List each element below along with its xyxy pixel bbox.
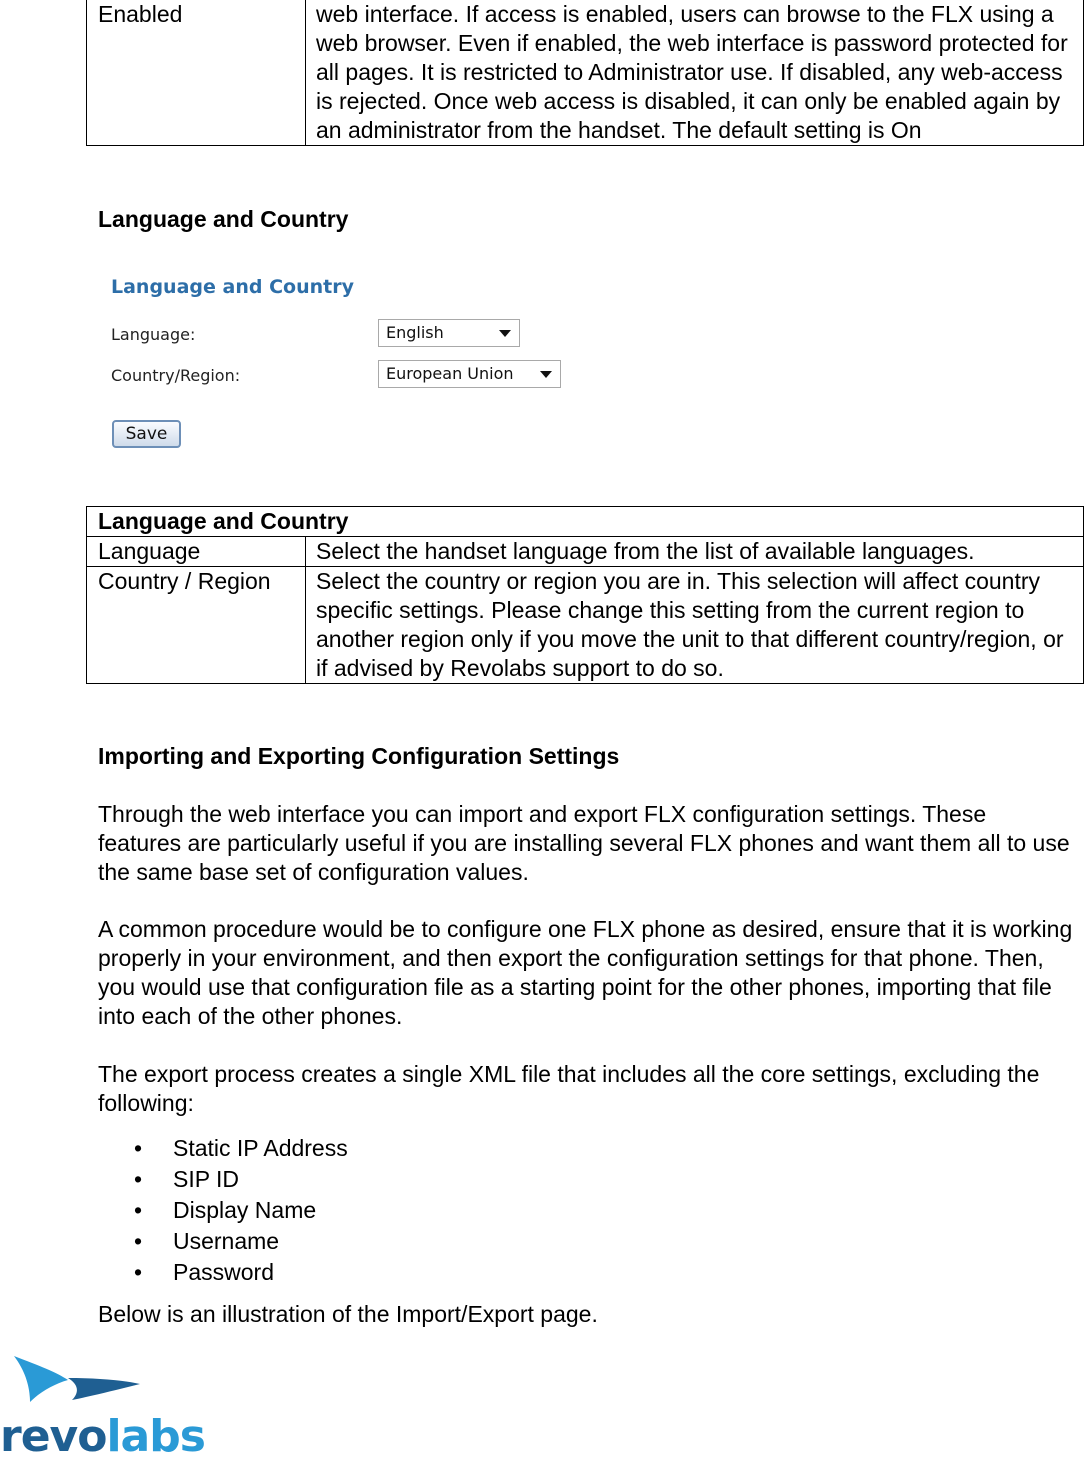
language-select-value: English	[386, 323, 444, 342]
list-item: • Static IP Address	[128, 1133, 348, 1164]
section-heading-language-country: Language and Country	[98, 206, 349, 232]
table-cell-description: web interface. If access is enabled, users can browse to the FLX using a web browser. Even if enabled, the web interface is password protected for all pages. It is restricted to Administrator use. If disabled, any web-access is rejected. Once web access is disabled, it can only be enabled again by an administrator from the handset. The default setting is On	[306, 0, 1084, 146]
section-heading-import-export: Importing and Exporting Configuration Settings	[98, 743, 620, 769]
paragraph-export-process: The export process creates a single XML file that includes all the core settings, excluding the following:	[98, 1061, 1040, 1116]
language-label: Language:	[111, 325, 196, 344]
revolabs-logo	[0, 1350, 205, 1462]
save-button[interactable]: Save	[112, 420, 181, 448]
table-cell-description: Select the country or region you are in. This selection will affect country specific settings. Please change this setting from the current region to another region only if you move the unit to that different country/region, or if advised by Revolabs support to do so.	[306, 567, 1084, 684]
chevron-down-icon	[499, 330, 511, 337]
table-header-row	[87, 507, 1084, 537]
country-select-value: European Union	[386, 364, 514, 383]
table-cell-description: Select the handset language from the list of available languages.	[306, 537, 1084, 567]
fin-logo-icon	[0, 1350, 160, 1420]
paragraph-illustration-note: Below is an illustration of the Import/Export page.	[98, 1301, 598, 1327]
table-cell-label: Enabled	[87, 0, 306, 146]
table-cell-label: Language	[87, 537, 306, 567]
list-item: • Password	[128, 1257, 348, 1288]
table-cell-label: Country / Region	[87, 567, 306, 684]
web-access-table	[86, 0, 1084, 146]
country-label: Country/Region:	[111, 366, 241, 385]
screenshot-title: Language and Country	[111, 276, 354, 298]
table-row	[87, 567, 1084, 684]
language-country-screenshot	[104, 262, 584, 462]
language-country-table	[86, 506, 1084, 684]
country-select[interactable]	[378, 360, 561, 388]
table-row	[87, 0, 1084, 146]
logo-wordmark: revolabs	[0, 1411, 205, 1462]
paragraph-intro: Through the web interface you can import and export FLX configuration settings. These features are particularly useful if you are installing several FLX phones and want them all to use the same base set of configuration values.	[98, 801, 1070, 885]
list-item: • SIP ID	[128, 1164, 348, 1195]
list-item: • Username	[128, 1226, 348, 1257]
chevron-down-icon	[540, 371, 552, 378]
language-select[interactable]	[378, 319, 520, 347]
table-row	[87, 537, 1084, 567]
table-header: Language and Country	[87, 507, 1084, 537]
list-item: • Display Name	[128, 1195, 348, 1226]
paragraph-procedure: A common procedure would be to configure one FLX phone as desired, ensure that it is working properly in your environment, and then export the configuration settings for that phone. Then, you would use that configuration file as a starting point for the other phones, importing that file into each of the other phones.	[98, 916, 1073, 1029]
excluded-settings-list	[128, 1133, 348, 1288]
